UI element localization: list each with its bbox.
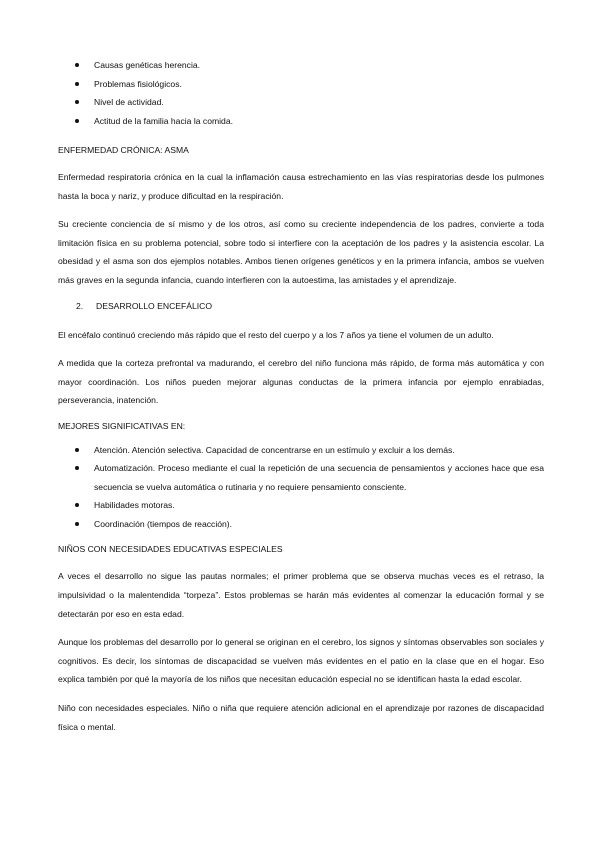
paragraph-encefalo: El encéfalo continuó creciendo más rápido que el resto del cuerpo y a los 7 años ya tiene el volumen de un adulto.	[58, 329, 494, 340]
list-item: Atención. Atención selectiva. Capacidad de concentrarse en un estímulo y excluir a los demás.	[58, 441, 544, 460]
bullet-dot-icon	[75, 466, 79, 470]
paragraph-a-veces: A veces el desarrollo no sigue las pautas normales; el primer problema que se observa muchas veces es el retraso, la impulsividad o la malentendida “torpeza”. Estos problemas se harán más evidentes al comenzar la educación formal y se detectarán por eso en esta edad.	[58, 571, 544, 619]
section-title: DESARROLLO ENCEFÁLICO	[96, 300, 213, 311]
heading-ninos-necesidades: NIÑOS CON NECESIDADES EDUCATIVAS ESPECIALES	[58, 544, 283, 555]
paragraph-asma-definicion: Enfermedad respiratoria crónica en la cual la inflamación causa estrechamiento en las vías respiratorias desde los pulmones hasta la boca y nariz, y produce dificultad en la respiración.	[58, 172, 544, 201]
list-item: Coordinación (tiempos de reacción).	[58, 515, 544, 534]
paragraph-aunque: Aunque los problemas del desarrollo por lo general se originan en el cerebro, los signos y síntomas observables son sociales y cognitivos. Es decir, los síntomas de discapacidad se vuelven más evidentes en el patio en la clase que en el hogar. Eso explica también por qué la mayoría de los niños que necesitan educación especial no se identifican hasta la edad escolar.	[58, 637, 544, 685]
paragraph-conciencia: Su creciente conciencia de sí mismo y de los otros, así como su creciente independencia de los padres, convierte a toda limitación física en su problema potencial, sobre todo si interfiere con la aceptación de los padres y la asistencia escolar. La obesidad y el asma son dos ejemplos notables. Ambos tienen orígenes genéticos y en la primera infancia, ambos se vuelven más graves en la segunda infancia, cuando interfieren con la autoestima, las amistades y el aprendizaje.	[58, 219, 544, 285]
list-item: Automatización. Proceso mediante el cual la repetición de una secuencia de pensamientos y acciones hace que esa secuencia se vuelva automática o rutinaria y no requiere pensamiento consciente.	[58, 459, 544, 496]
bullet-list-mejores	[58, 441, 544, 534]
heading-asma: ENFERMEDAD CRÓNICA: ASMA	[58, 145, 189, 155]
heading-mejores: MEJORES SIGNIFICATIVAS EN:	[58, 420, 186, 431]
document-body	[58, 56, 544, 736]
bullet-dot-icon	[75, 448, 79, 452]
bullet-dot-icon	[75, 503, 79, 507]
list-item: Actitud de la familia hacia la comida.	[58, 112, 544, 131]
paragraph-nino-necesidades: Niño con necesidades especiales. Niño o niña que requiere atención adicional en el aprendizaje por razones de discapacidad física o mental.	[58, 703, 544, 732]
list-item: Problemas fisiológicos.	[58, 75, 544, 94]
section-number: 2.	[76, 300, 84, 311]
list-item: Nivel de actividad.	[58, 93, 544, 112]
section-heading-desarrollo-encefalico	[58, 300, 544, 312]
bullet-list-causas	[58, 56, 544, 130]
bullet-dot-icon	[75, 82, 79, 86]
bullet-dot-icon	[75, 522, 79, 526]
bullet-dot-icon	[75, 63, 79, 67]
bullet-dot-icon	[75, 119, 79, 123]
list-item: Causas genéticas herencia.	[58, 56, 544, 75]
list-item: Habilidades motoras.	[58, 496, 544, 515]
bullet-dot-icon	[75, 100, 79, 104]
paragraph-corteza: A medida que la corteza prefrontal va madurando, el cerebro del niño funciona más rápido, de forma más automática y con mayor coordinación. Los niños pueden mejorar algunas conductas de la primera infancia por ejemplo enrabiadas, perseverancia, inatención.	[58, 358, 544, 406]
